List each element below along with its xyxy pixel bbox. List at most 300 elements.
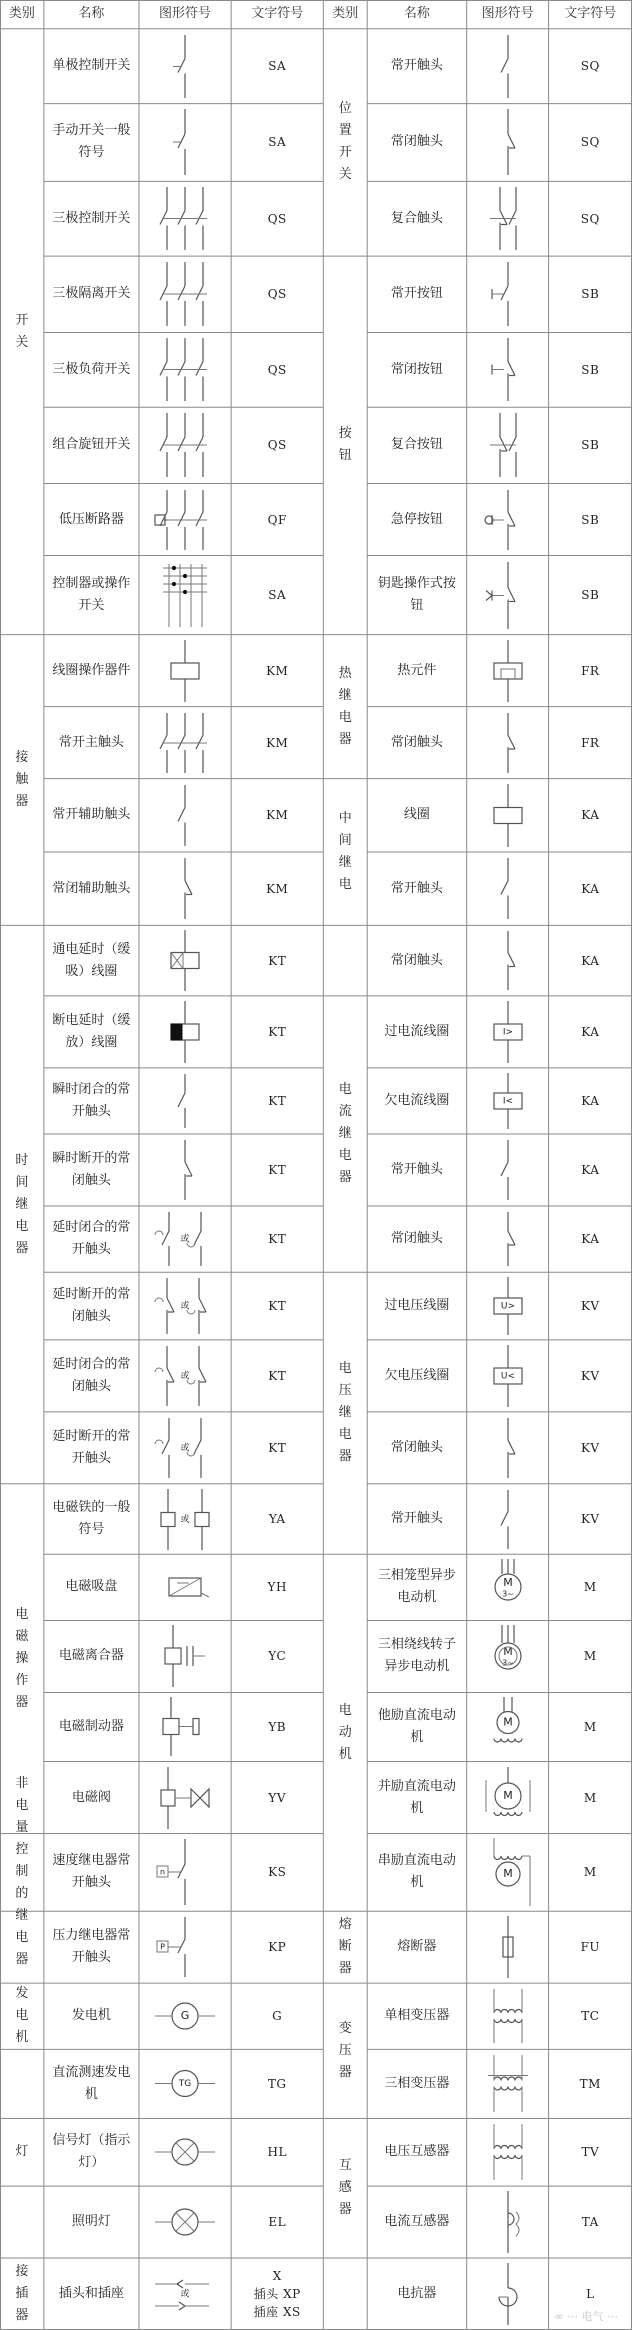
left-symbol-graphic [139, 1762, 231, 1834]
right-symbol-name: 他励直流电动机 [377, 1707, 456, 1745]
delay-open-nc-icon [141, 1274, 229, 1338]
aux-contact-no-icon [141, 781, 229, 850]
left-category-cell [0, 2049, 44, 2118]
left-symbol-graphic [139, 852, 231, 925]
category-label: 熔断器 [338, 1917, 352, 1977]
right-letter-code: KA [581, 953, 600, 968]
svg-text:U>: U> [500, 1301, 515, 1312]
left-letter-code: YC [268, 1649, 287, 1664]
column-header: 图形符号 [159, 6, 212, 22]
rotary-switch-icon [141, 409, 229, 481]
left-symbol-name: 通电延时（缓吸）线圈 [52, 941, 131, 979]
category-label: 位置开关 [338, 101, 352, 183]
contact-no-icon [469, 1486, 547, 1553]
letter-code-line: 插座 XS [253, 2305, 301, 2319]
right-letter-code: KV [580, 1299, 600, 1314]
limit-switch-compound-icon [469, 183, 547, 254]
left-symbol-graphic [139, 2049, 231, 2118]
right-symbol-graphic [467, 996, 549, 1068]
or-label: 或 [180, 1234, 190, 1245]
right-symbol-name: 电流互感器 [384, 2214, 450, 2230]
left-category-cell [0, 635, 44, 926]
left-letter-code: KS [268, 1865, 287, 1880]
left-symbol-name: 电磁离合器 [58, 1648, 124, 1664]
svg-text:I>: I> [502, 1027, 513, 1038]
column-header: 图形符号 [481, 6, 534, 22]
pushbutton-compound-icon [469, 409, 547, 481]
right-letter-code: SB [581, 362, 600, 377]
right-letter-code: FU [580, 1940, 601, 1955]
category-label: 发电机 [15, 1986, 29, 2046]
left-letter-code: QS [267, 287, 287, 302]
left-category-cell [0, 2258, 44, 2330]
right-letter-code: KA [581, 1024, 600, 1039]
left-category-cell [0, 1911, 44, 1983]
delay-close-no-icon [141, 1208, 229, 1270]
right-letter-code: SQ [580, 135, 600, 150]
left-letter-code: KM [266, 663, 289, 678]
column-header: 名称 [78, 6, 105, 22]
plug-and-socket-icon [141, 2260, 229, 2328]
right-symbol-name: 复合按钮 [390, 437, 443, 453]
right-symbol-graphic [467, 1983, 549, 2049]
delay-open-no-icon [141, 1414, 229, 1482]
single-phase-transformer-icon [469, 1985, 547, 2047]
left-category-cell [0, 2186, 44, 2258]
left-letter-code: KM [266, 735, 289, 750]
right-symbol-name: 急停按钮 [390, 511, 443, 527]
right-letter-code: KA [581, 1163, 600, 1178]
right-letter-code: TA [581, 2215, 599, 2230]
voltage-transformer-icon [469, 2120, 547, 2184]
right-symbol-graphic [467, 256, 549, 332]
right-symbol-graphic [467, 556, 549, 635]
or-label: 或 [180, 1301, 190, 1312]
right-category-cell [323, 779, 367, 926]
left-symbol-graphic [139, 181, 231, 256]
right-symbol-graphic [467, 484, 549, 556]
or-label: 或 [180, 2289, 190, 2300]
right-symbol-name: 三相笼型异步电动机 [377, 1568, 456, 1606]
left-category-cell [0, 29, 44, 635]
tachogenerator-icon [141, 2051, 229, 2116]
left-letter-code: KP [268, 1940, 287, 1955]
left-letter-code: QS [267, 211, 287, 226]
right-symbol-name: 常闭触头 [390, 952, 443, 968]
left-symbol-graphic [139, 556, 231, 635]
svg-text:M: M [502, 1715, 513, 1729]
contact-no-icon [469, 1136, 547, 1204]
left-symbol-graphic [139, 1620, 231, 1692]
column-header: 文字符号 [251, 6, 304, 22]
right-symbol-graphic [467, 1620, 549, 1692]
right-category-cell [323, 2118, 367, 2258]
left-symbol-name: 延时断开的常开触头 [52, 1428, 131, 1466]
right-category-cell [323, 29, 367, 256]
category-label: 时间继电器 [15, 1152, 29, 1256]
left-symbol-graphic [139, 635, 231, 707]
fuse-icon [469, 1913, 547, 1981]
limit-switch-nc-icon [469, 105, 547, 179]
left-symbol-name: 电磁吸盘 [65, 1579, 118, 1595]
or-label: 或 [180, 1443, 190, 1454]
right-symbol-graphic [467, 1911, 549, 1983]
left-symbol-name: 压力继电器常开触头 [52, 1928, 131, 1966]
right-symbol-name: 过电流线圈 [384, 1023, 450, 1039]
left-letter-code [231, 2258, 323, 2330]
left-symbol-graphic [139, 1272, 231, 1340]
right-symbol-graphic [467, 1484, 549, 1555]
left-symbol-name: 照明灯 [71, 2214, 111, 2230]
left-symbol-graphic [139, 1206, 231, 1272]
left-symbol-graphic [139, 779, 231, 852]
right-symbol-name: 欠电压线圈 [384, 1367, 450, 1383]
controller-switch-icon [141, 558, 229, 633]
right-letter-code: KV [580, 1440, 600, 1455]
left-symbol-graphic [139, 1484, 231, 1555]
right-category-cell [323, 925, 367, 996]
svg-text:3~: 3~ [501, 1589, 514, 1599]
left-letter-code: G [272, 2009, 283, 2024]
left-letter-code: SA [268, 59, 287, 74]
left-symbol-graphic [139, 256, 231, 332]
left-symbol-graphic [139, 1134, 231, 1206]
left-letter-code: KT [268, 1368, 287, 1383]
right-letter-code: M [583, 1580, 597, 1595]
right-symbol-name: 过电压线圈 [384, 1298, 450, 1314]
right-symbol-graphic [467, 707, 549, 779]
right-symbol-graphic [467, 2118, 549, 2186]
left-symbol-name: 延时闭合的常闭触头 [52, 1356, 131, 1394]
left-letter-code: TG [267, 2076, 287, 2091]
left-symbol-name: 速度继电器常开触头 [52, 1853, 131, 1891]
left-symbol-name: 常开辅助触头 [52, 807, 131, 823]
main-contacts-icon [141, 709, 229, 777]
left-symbol-graphic [139, 925, 231, 996]
left-symbol-name: 三极控制开关 [52, 210, 131, 226]
right-letter-code: FR [581, 735, 600, 750]
contact-no-icon [141, 1070, 229, 1132]
right-category-cell [323, 1272, 367, 1554]
letter-code-line: X [272, 2269, 282, 2283]
left-category-cell [0, 1983, 44, 2049]
right-symbol-name: 串励直流电动机 [377, 1853, 456, 1891]
right-symbol-graphic [467, 1206, 549, 1272]
left-symbol-graphic [139, 1340, 231, 1412]
series-dc-motor-icon [469, 1835, 547, 1909]
wound-rotor-motor-icon [469, 1622, 547, 1690]
left-symbol-graphic [139, 2118, 231, 2186]
left-symbol-name: 电磁制动器 [58, 1718, 124, 1734]
column-header: 类别 [8, 6, 35, 22]
right-letter-code: SB [581, 287, 600, 302]
electromagnet-icon [141, 1486, 229, 1553]
right-category-cell [323, 1911, 367, 1983]
right-symbol-graphic [467, 181, 549, 256]
right-letter-code: M [583, 1790, 597, 1805]
left-symbol-graphic [139, 1983, 231, 2049]
contact-nc-icon [141, 1136, 229, 1204]
limit-switch-no-icon [469, 31, 547, 102]
left-symbol-name: 低压断路器 [58, 511, 124, 527]
category-label: 变压器 [338, 2020, 352, 2080]
left-symbol-name: 瞬时断开的常闭触头 [52, 1151, 131, 1189]
right-symbol-graphic [467, 925, 549, 996]
column-header: 文字符号 [564, 6, 617, 22]
aux-contact-nc-icon [141, 854, 229, 923]
right-symbol-name: 常开按钮 [390, 286, 443, 302]
left-symbol-name: 三极隔离开关 [52, 286, 131, 302]
right-symbol-name: 钥匙操作式按钮 [377, 576, 456, 614]
category-label: 电磁操作器 [15, 1606, 29, 1710]
three-pole-isolator-icon [141, 258, 229, 330]
svg-text:TG: TG [178, 2079, 192, 2090]
left-letter-code: QS [267, 362, 287, 377]
category-label: 电动机 [338, 1702, 352, 1762]
right-symbol-graphic [467, 1412, 549, 1484]
right-symbol-name: 常开触头 [390, 880, 443, 896]
column-header: 名称 [403, 6, 430, 22]
right-symbol-name: 常闭按钮 [390, 361, 443, 377]
right-category-cell [323, 2258, 367, 2330]
svg-text:I<: I< [502, 1096, 513, 1107]
category-label: 非电量控制的继电器 [15, 1776, 29, 1968]
left-symbol-name: 信号灯（指示灯） [52, 2133, 131, 2171]
left-letter-code: SA [268, 588, 287, 603]
right-letter-code: TV [581, 2145, 600, 2160]
circuit-breaker-icon [141, 486, 229, 554]
column-header: 类别 [332, 6, 359, 22]
right-category-cell [323, 1983, 367, 2118]
right-symbol-graphic [467, 635, 549, 707]
right-letter-code: TM [579, 2076, 601, 2091]
left-symbol-name: 手动开关一般符号 [52, 123, 131, 161]
left-symbol-name: 线圈操作器件 [52, 662, 131, 678]
contact-no-icon [469, 854, 547, 923]
left-symbol-name: 插头和插座 [58, 2286, 124, 2301]
left-letter-code: KM [266, 881, 289, 896]
svg-text:n: n [160, 1867, 166, 1877]
left-symbol-name: 常开主触头 [58, 734, 124, 750]
right-letter-code: M [583, 1719, 597, 1734]
svg-text:G: G [180, 2009, 190, 2023]
right-symbol-graphic [467, 1833, 549, 1911]
left-symbol-graphic [139, 1833, 231, 1911]
left-letter-code: YA [268, 1512, 286, 1527]
left-letter-code: KT [268, 1093, 287, 1108]
lighting-lamp-icon [141, 2188, 229, 2256]
right-symbol-name: 常闭触头 [390, 134, 443, 150]
right-letter-code: M [583, 1865, 597, 1880]
undercurrent-coil-icon [469, 1070, 547, 1132]
right-symbol-graphic [467, 1068, 549, 1134]
right-symbol-name: 三相绕线转子异步电动机 [377, 1637, 456, 1675]
thermal-contact-nc-icon [469, 709, 547, 777]
electromagnetic-brake-icon [141, 1694, 229, 1759]
left-symbol-name: 三极负荷开关 [52, 361, 131, 377]
left-symbol-name: 电磁阀 [71, 1789, 111, 1805]
right-symbol-name: 电抗器 [397, 2286, 437, 2301]
left-symbol-graphic [139, 2186, 231, 2258]
left-symbol-name: 延时闭合的常开触头 [52, 1220, 131, 1258]
svg-text:U<: U< [500, 1371, 515, 1382]
left-letter-code: YB [268, 1719, 287, 1734]
pushbutton-no-icon [469, 258, 547, 330]
left-symbol-name: 延时断开的常闭触头 [52, 1287, 131, 1325]
left-letter-code: YH [267, 1580, 287, 1595]
undervoltage-coil-icon [469, 1342, 547, 1410]
three-pole-load-switch-icon [141, 334, 229, 405]
left-symbol-graphic [139, 2258, 231, 2330]
delay-close-nc-icon [141, 1342, 229, 1410]
right-symbol-graphic [467, 29, 549, 104]
electromagnetic-clutch-icon [141, 1622, 229, 1690]
right-letter-code: KA [581, 881, 600, 896]
indicator-lamp-icon [141, 2120, 229, 2184]
left-letter-code: QF [267, 512, 287, 527]
watermark: ∞ ⋯ 电气 ⋯ [554, 2310, 618, 2323]
left-letter-code: KT [268, 1232, 287, 1247]
category-label: 电流继电器 [338, 1082, 352, 1186]
right-symbol-name: 常闭触头 [390, 734, 443, 750]
speed-relay-contact-icon [141, 1835, 229, 1909]
overvoltage-coil-icon [469, 1274, 547, 1338]
separately-excited-dc-motor-icon [469, 1694, 547, 1759]
svg-text:P: P [160, 1942, 165, 1952]
right-category-cell [323, 635, 367, 779]
right-symbol-name: 三相变压器 [384, 2075, 450, 2091]
delay-on-coil-icon [141, 927, 229, 994]
right-symbol-name: 并励直流电动机 [377, 1778, 456, 1816]
left-letter-code: SA [268, 135, 287, 150]
left-symbol-name: 断电延时（缓放）线圈 [52, 1012, 131, 1050]
svg-text:M: M [502, 1788, 513, 1802]
right-letter-code: SB [581, 588, 600, 603]
left-symbol-name: 单极控制开关 [52, 58, 131, 74]
right-symbol-name: 常闭触头 [390, 1439, 443, 1455]
left-letter-code: EL [268, 2215, 287, 2230]
right-symbol-name: 线圈 [403, 807, 430, 823]
right-symbol-graphic [467, 1692, 549, 1761]
right-symbol-name: 常闭触头 [390, 1231, 443, 1247]
left-category-cell [0, 2118, 44, 2186]
right-category-cell [323, 1554, 367, 1911]
shunt-dc-motor-icon [469, 1764, 547, 1832]
reactor-icon [469, 2260, 547, 2328]
svg-text:M: M [502, 1645, 513, 1659]
right-symbol-graphic [467, 1272, 549, 1340]
category-label: 按钮 [338, 426, 352, 464]
left-letter-code: KT [268, 1440, 287, 1455]
left-symbol-graphic [139, 332, 231, 407]
right-symbol-name: 熔断器 [397, 1939, 437, 1955]
left-symbol-graphic [139, 1554, 231, 1620]
coil-icon [469, 781, 547, 850]
right-symbol-name: 常开触头 [390, 1162, 443, 1178]
or-label: 或 [180, 1514, 190, 1525]
right-symbol-graphic [467, 2186, 549, 2258]
left-letter-code: YV [268, 1790, 287, 1805]
right-symbol-graphic [467, 1762, 549, 1834]
right-symbol-graphic [467, 1554, 549, 1620]
right-symbol-graphic [467, 2258, 549, 2330]
left-category-cell [0, 1776, 44, 1968]
left-symbol-name: 发电机 [71, 2008, 111, 2024]
single-pole-switch-icon [141, 31, 229, 102]
right-symbol-name: 电压互感器 [384, 2144, 450, 2160]
left-letter-code: KT [268, 953, 287, 968]
generator-icon [141, 1985, 229, 2047]
pressure-relay-contact-icon [141, 1913, 229, 1981]
right-letter-code: KA [581, 1232, 600, 1247]
contact-nc-icon [469, 1208, 547, 1270]
key-button-icon [469, 558, 547, 633]
right-letter-code: TC [581, 2009, 600, 2024]
squirrel-cage-motor-icon [469, 1556, 547, 1618]
left-symbol-graphic [139, 1692, 231, 1761]
right-symbol-graphic [467, 2049, 549, 2118]
left-letter-code: HL [267, 2145, 287, 2160]
emergency-stop-icon [469, 486, 547, 554]
left-symbol-graphic [139, 1068, 231, 1134]
thermal-element-icon [469, 637, 547, 705]
pushbutton-nc-icon [469, 334, 547, 405]
right-symbol-graphic [467, 1134, 549, 1206]
left-symbol-graphic [139, 104, 231, 182]
left-letter-code: KT [268, 1299, 287, 1314]
right-symbol-graphic [467, 407, 549, 483]
contact-nc-icon [469, 1414, 547, 1482]
svg-text:M: M [502, 1576, 513, 1590]
left-symbol-name: 瞬时闭合的常开触头 [52, 1081, 131, 1119]
right-letter-code: SB [581, 438, 600, 453]
right-category-cell [323, 256, 367, 634]
right-symbol-name: 常开触头 [390, 1511, 443, 1527]
three-phase-transformer-icon [469, 2051, 547, 2116]
letter-code-line: 插头 XP [253, 2287, 301, 2301]
left-symbol-graphic [139, 29, 231, 104]
right-symbol-name: 欠电流线圈 [384, 1092, 450, 1108]
left-symbol-graphic [139, 707, 231, 779]
right-letter-code: KV [580, 1368, 600, 1383]
category-label: 灯 [15, 2144, 29, 2160]
category-label: 中间继电 [338, 810, 352, 892]
delay-off-coil-icon [141, 998, 229, 1066]
left-symbol-name: 控制器或操作开关 [52, 576, 131, 614]
right-letter-code: L [586, 2287, 595, 2301]
left-symbol-graphic [139, 484, 231, 556]
current-transformer-icon [469, 2188, 547, 2256]
right-letter-code: KA [581, 808, 600, 823]
svg-text:M: M [502, 1867, 513, 1881]
left-letter-code: KT [268, 1024, 287, 1039]
left-category-cell [0, 925, 44, 1483]
or-label: 或 [180, 1371, 190, 1382]
right-symbol-graphic [467, 104, 549, 182]
right-letter-code: KV [580, 1512, 600, 1527]
left-symbol-graphic [139, 1911, 231, 1983]
right-letter-code: M [583, 1649, 597, 1664]
left-letter-code: QS [267, 438, 287, 453]
right-symbol-name: 热元件 [397, 662, 437, 678]
left-symbol-name: 直流测速发电机 [52, 2064, 131, 2102]
right-symbol-name: 复合触头 [390, 210, 443, 226]
right-letter-code: SB [581, 512, 600, 527]
solenoid-valve-icon [141, 1764, 229, 1832]
three-pole-control-switch-icon [141, 183, 229, 254]
category-label: 接插器 [15, 2264, 29, 2323]
category-label: 接触器 [15, 750, 29, 809]
